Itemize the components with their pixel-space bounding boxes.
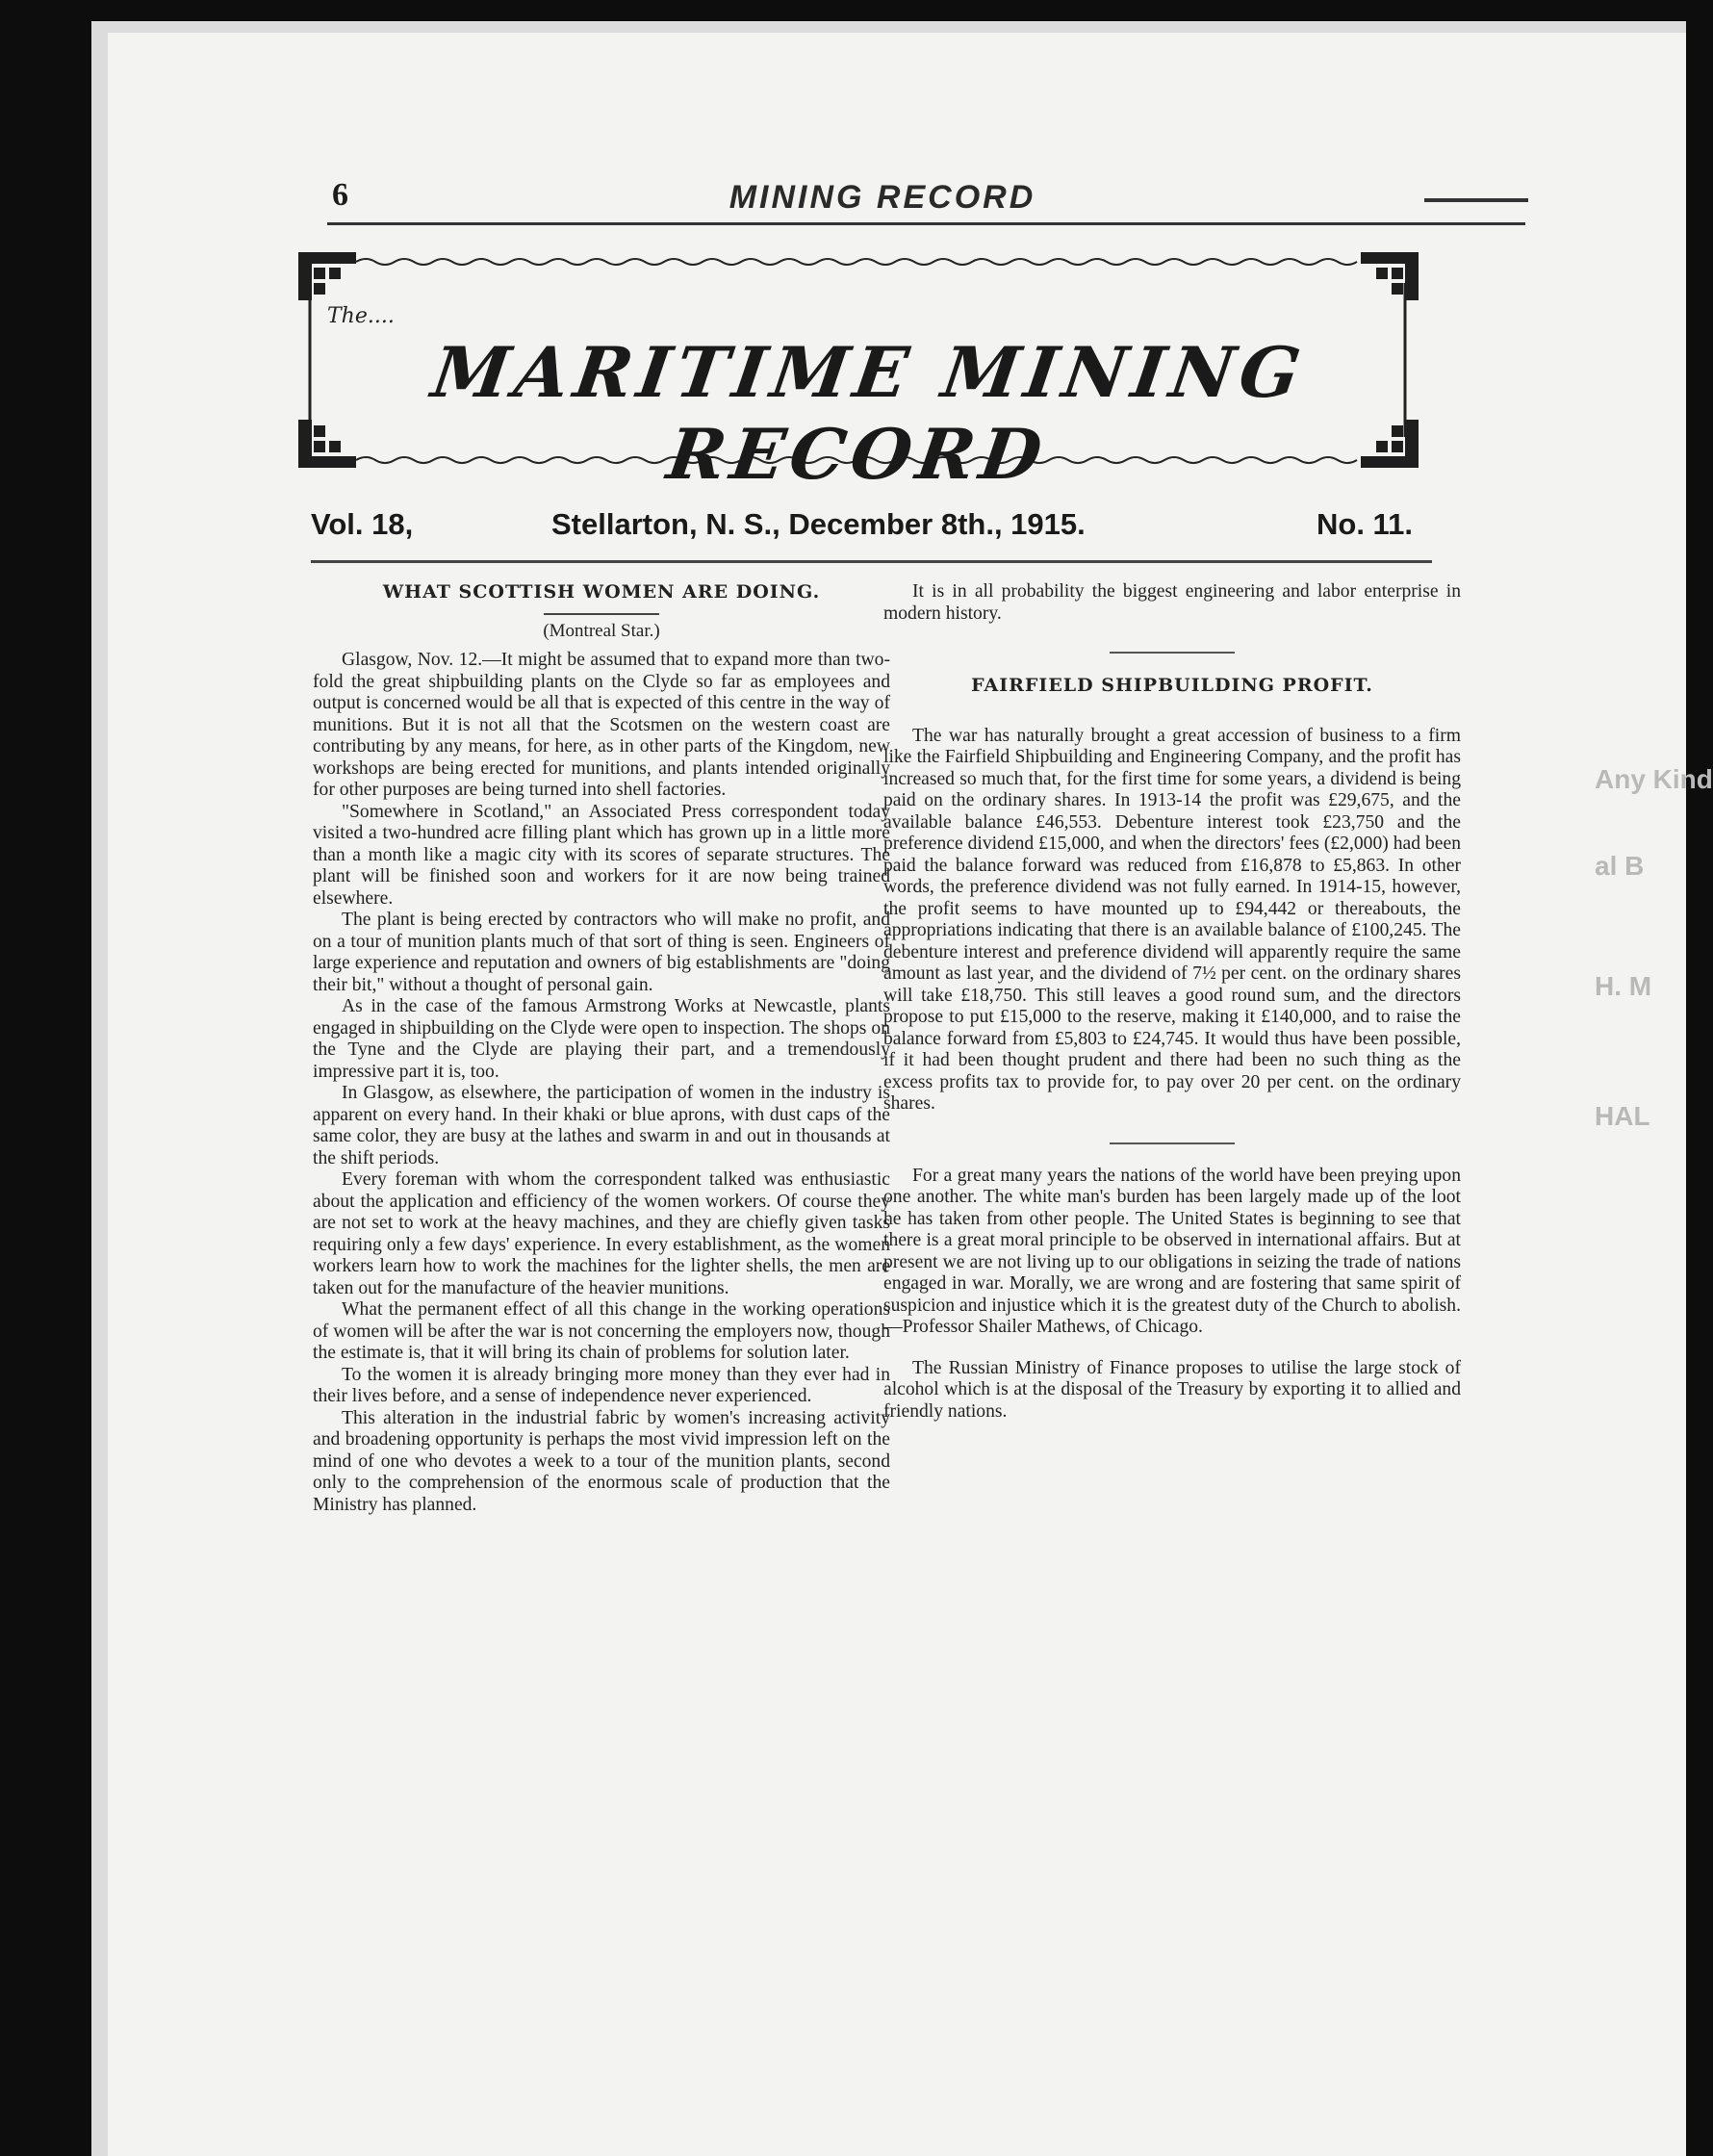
article-paragraph: This alteration in the industrial fabric by women's increasing activity and broadening opportunity is perhaps the most vivid impression left on the mind of one who devotes a week to a tour of the munition plants, second only to the comprehension of the enormous scale of production that the Ministry has planned. (313, 1407, 890, 1515)
article-paragraph: To the women it is already bringing more money than they ever had in their lives before, and a sense of independence never experienced. (313, 1364, 890, 1406)
document-page (108, 33, 1713, 2156)
adjacent-fragment: H. M (1595, 971, 1652, 1001)
article-paragraph: Every foreman with whom the correspondent talked was enthusiastic about the application and efficiency of the women workers. Of course they are not set to work at the heavy machines, and they are chiefly given tasks requiring only a few days' experience. In every establishment, as the women workers learn how to work the machines for the lighter shells, the men are taken out for the manufacture of the heavier munitions. (313, 1169, 890, 1298)
article-paragraph: It is in all probability the biggest engineering and labor enterprise in modern history. (883, 581, 1461, 624)
article-paragraph: What the permanent effect of all this change in the working operations of women will be after the war is not concerning the employers now, though the estimate is, that it will bring its chain of problems for solution later. (313, 1299, 890, 1363)
masthead-title: MARITIME MINING RECORD (426, 331, 1312, 495)
headline-rule (544, 613, 659, 615)
article-paragraph: "Somewhere in Scotland," an Associated Press correspondent today visited a two-hundred acre filling plant which has grown up in a little more than a month like a magic city with its scores of separate structures. The plant will be finished soon and workers for it are now being trained elsewhere. (313, 801, 890, 909)
adjacent-page-edge (1585, 764, 1713, 2015)
masthead (289, 225, 1429, 495)
article-paragraph: The plant is being erected by contractors who will make no profit, and on a tour of munition plants much of that sort of thing is seen. Engineers of large experience and reputation and owners of big establishments are "doing their bit," without a thought of personal gain. (313, 910, 890, 995)
adjacent-fragment: Any Kind (1595, 764, 1713, 794)
article-paragraph: Glasgow, Nov. 12.—It might be assumed that to expand more than two-fold the great shipbuilding plants on the Clyde so far as employees and output is concerned would be all that is expected of this centre in the way of munitions. But it is not all that the Scotsmen on the western coast are contributing by any means, for here, as in other parts of the Kingdom, new workshops are being erected for munitions, and plants intended originally for other purposes are being turned into shell factories. (313, 650, 890, 800)
issue-number: No. 11. (1317, 507, 1413, 541)
running-title: MINING RECORD (729, 179, 1036, 216)
issue-line (311, 507, 1432, 555)
article-paragraph: For a great many years the nations of the world have been preying upon one another. The white man's burden has been largely made up of the loot he has taken from other people. The United States is beginning to see that there is a great moral principle to be observed in international affairs. But at present we are not living up to our obligations in seizing the trade of nations engaged in war. Morally, we are wrong and are fostering that same spirit of suspicion and injustice which it is the greatest duty of the Church to abolish.—Professor Shailer Mathews, of Chicago. (883, 1165, 1461, 1337)
article-headline: FAIRFIELD SHIPBUILDING PROFIT. (971, 675, 1373, 696)
volume: Vol. 18, (311, 507, 414, 541)
section-rule (1110, 652, 1235, 654)
adjacent-fragment: al B (1595, 851, 1645, 881)
masthead-the: The.... (327, 304, 395, 328)
article-paragraph: In Glasgow, as elsewhere, the participation of women in the industry is apparent on every hand. In their khaki or blue aprons, with dust caps of the same color, they are busy at the lathes and swarm in and out in thousands at the shift periods. (313, 1083, 890, 1168)
adjacent-fragment: HAL (1595, 1101, 1650, 1131)
article-paragraph: As in the case of the famous Armstrong Works at Newcastle, plants engaged in shipbuilding on the Clyde were open to inspection. The shops on the Tyne and the Clyde are playing their part, and a tremendously impressive part it is, too. (313, 996, 890, 1082)
place-date: Stellarton, N. S., December 8th., 1915. (551, 507, 1086, 541)
article-paragraph: The war has naturally brought a great accession of business to a firm like the Fairfield Shipbuilding and Engineering Company, and the profit has increased so much that, for the first time for some years, a dividend is being paid on the ordinary shares. In 1913-14 the profit was £29,675, and the available balance £46,553. Debenture interest took £23,750 and the preference dividend £15,000, and when the directors' fees (£2,000) had been paid the balance forward was reduced from £16,878 to £5,863. In other words, the preference dividend was not fully earned. In 1914-15, however, the profit seems to have mounted up to £94,442 or thereabouts, the appropriations indicating that there is an available balance of £100,245. The debenture interest and preference dividend will apparently require the same amount as last year, and the dividend of 7½ per cent. on the ordinary shares will take £18,750. This still leaves a good round sum, and the directors propose to put £15,000 to the reserve, making it £140,000, and to raise the balance forward from £5,803 to £24,745. It would thus have been possible, if it had been thought prudent and there had been no such thing as the excess profits tax to provide for, to pay over 20 per cent. on the ordinary shares. (883, 725, 1461, 1114)
column-right (883, 581, 1461, 1423)
article-headline: WHAT SCOTTISH WOMEN ARE DOING. (382, 581, 821, 603)
section-rule (1110, 1142, 1235, 1144)
page-number: 6 (332, 177, 348, 213)
article-source: (Montreal Star.) (543, 620, 660, 641)
header-rule-right (1424, 198, 1528, 202)
column-left (313, 581, 890, 1516)
article-paragraph: The Russian Ministry of Finance proposes to utilise the large stock of alcohol which is at the disposal of the Treasury by exporting it to allied and friendly nations. (883, 1357, 1461, 1422)
issue-rule (311, 560, 1432, 563)
